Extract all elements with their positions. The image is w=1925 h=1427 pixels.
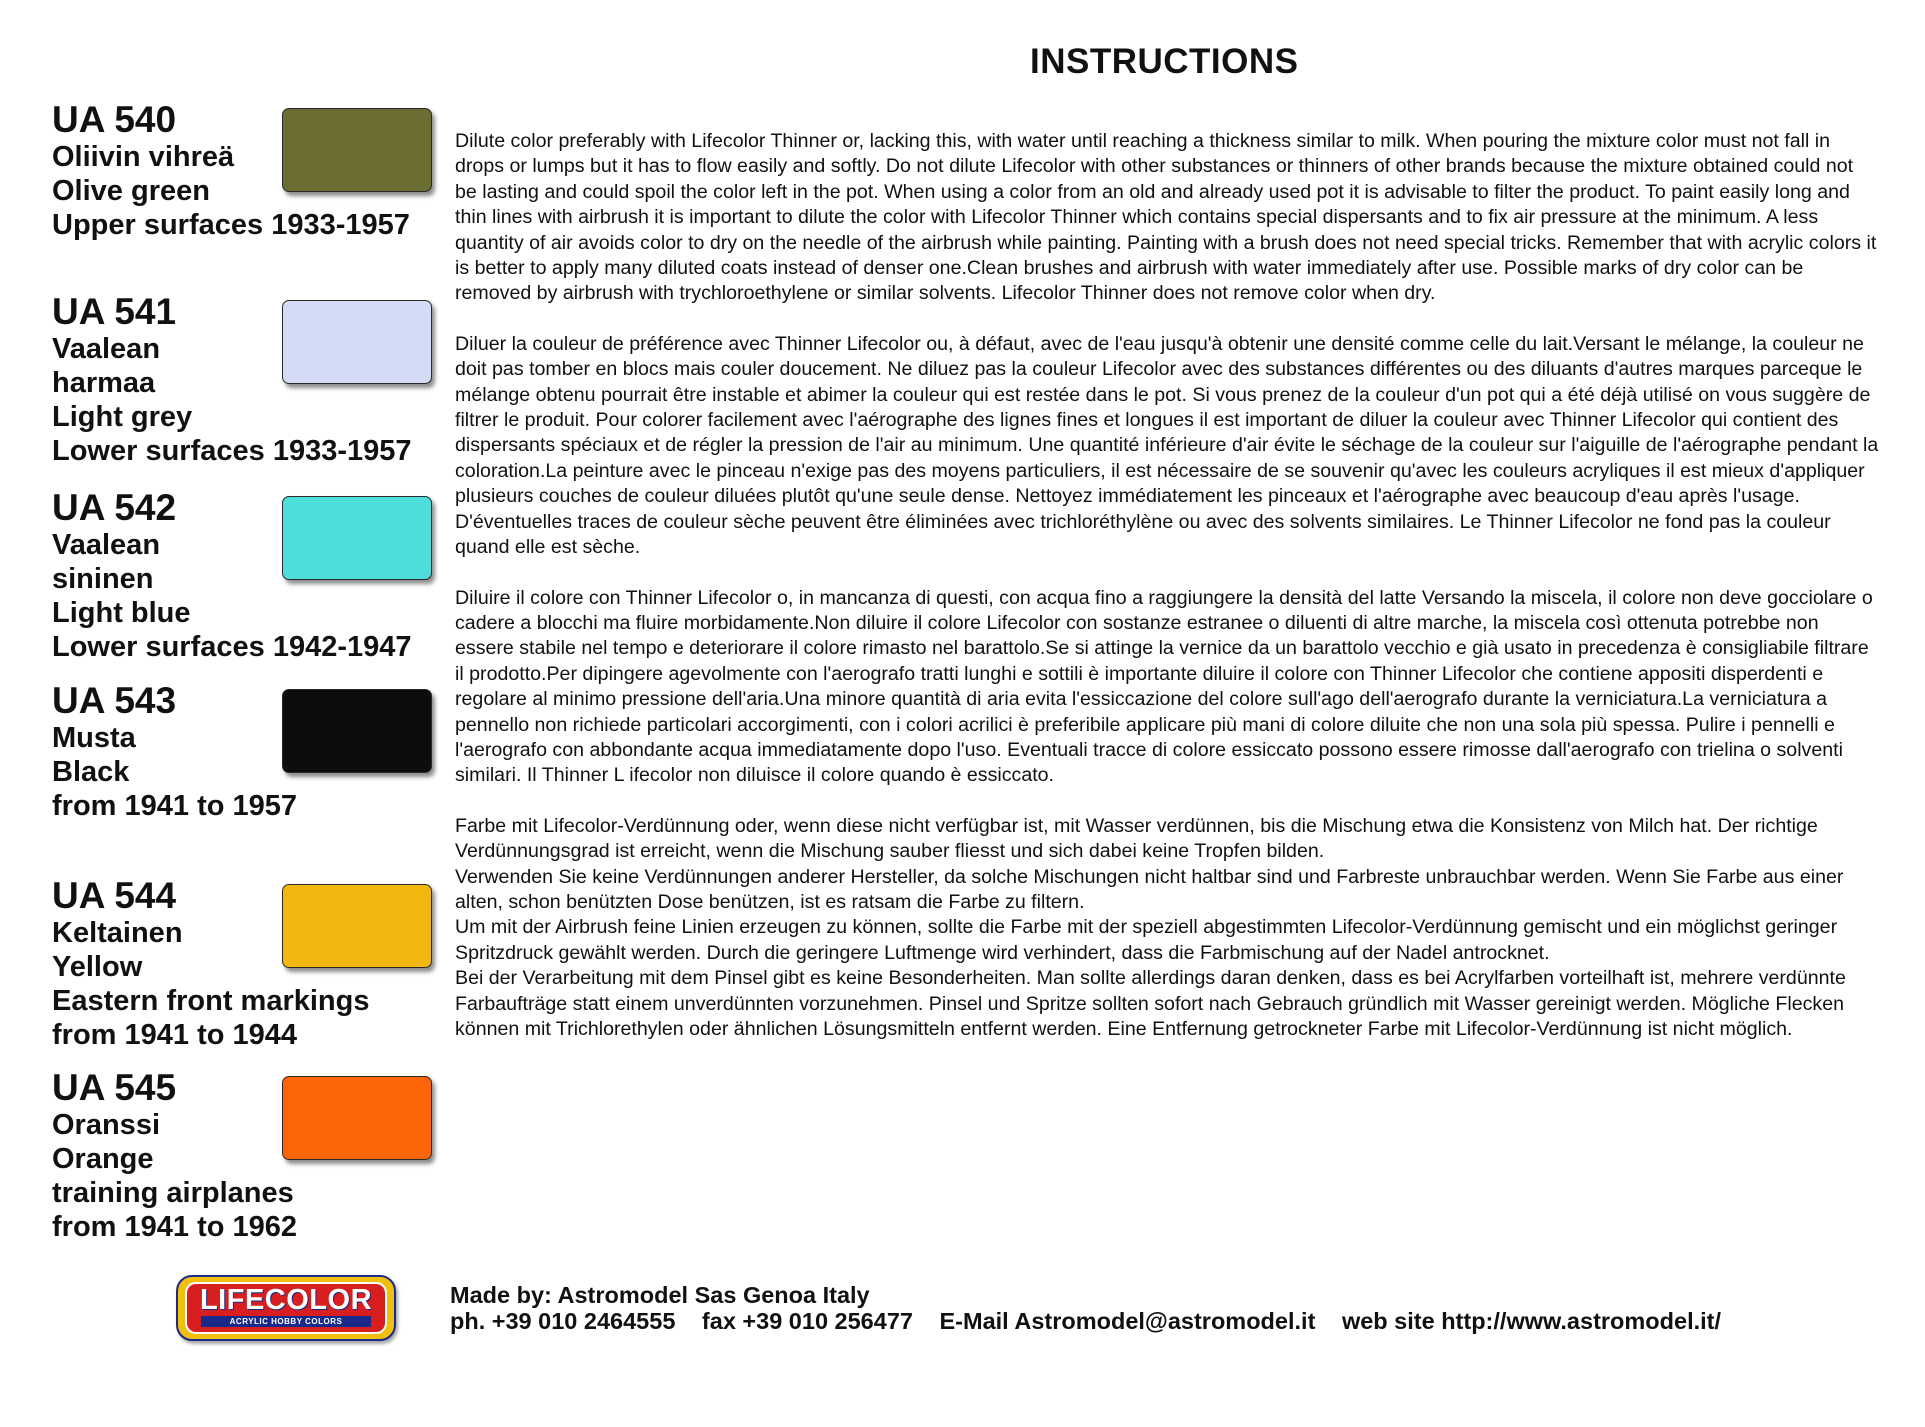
lifecolor-logo: [176, 1275, 396, 1341]
footer-fax: fax +39 010 256477: [701, 1308, 913, 1334]
color-swatch: [282, 108, 432, 192]
instructions-german-2: Verwenden Sie keine Verdünnungen anderer Hersteller, da solche Mischungen nicht haltbar sind und Farbreste unbrauchbar werden. Wenn Sie Farbe aus einer alten, schon benützten Dose benützen, ist es ratsam die Farbe zu filtern.: [455, 865, 1844, 913]
color-entry-ua545: [52, 1068, 442, 1244]
footer-website: web site http://www.astromodel.it/: [1341, 1308, 1722, 1334]
color-name-finnish-2: sininen: [52, 563, 154, 595]
color-name-finnish: Vaalean: [52, 333, 161, 365]
color-name-english: Black: [52, 756, 130, 788]
color-name-finnish: Vaalean: [52, 529, 161, 561]
color-entry-ua541: [52, 292, 442, 468]
footer-contact: [450, 1282, 1741, 1334]
color-name-english: Yellow: [52, 951, 143, 983]
color-entry-ua544: [52, 876, 442, 1052]
color-usage: Lower surfaces 1933-1957: [52, 435, 412, 467]
instructions-english: Dilute color preferably with Lifecolor Thinner or, lacking this, with water until reaching a thickness similar to milk. When pouring the mixture color must not fall in drops or lumps but it has to flow easily and softly. Do not dilute Lifecolor with other substances or thinners of other brands because the mixture obtained could not be lasting and could spoil the color left in the pot. When using a color from an old and already used pot it is advisable to filter the product. To paint easily long and thin lines with airbrush it is important to dilute the color with Lifecolor Thinner which contains special dispersants and to fix air pressure at the minimum. A less quantity of air avoids color to dry on the needle of the airbrush while painting. Painting with a brush does not need special tricks. Remember that with acrylic colors it is better to apply many diluted coats instead of denser one.Clean brushes and airbrush with water immediately after use. Possible marks of dry color can be removed by airbrush with trychloroethylene or similar solvents. Lifecolor Thinner does not remove color when dry.: [455, 130, 1877, 305]
color-code: UA 541: [52, 291, 177, 332]
color-name-finnish: Oliivin vihreä: [52, 141, 235, 173]
instructions-german-4: Bei der Verarbeitung mit dem Pinsel gibt es keine Besonderheiten. Man sollte allerdings daran denken, dass es bei Acrylfarben vorteilhaft ist, mehrere verdünnte Farbaufträge statt einem unverdünnten vorzunehmen. Pinsel und Spritze sollten sofort nach Gebrauch gründlich mit Wasser gereinigt werden. Mögliche Flecken können mit Trichlorethylen oder ähnlichen Lösungsmitteln entfernt werden. Eine Entfernung getrockneter Farbe mit Lifecolor-Verdünnung ist nicht möglich.: [455, 967, 1846, 1040]
color-code: UA 542: [52, 487, 177, 528]
color-entry-ua540: [52, 100, 442, 242]
color-name-finnish: Musta: [52, 722, 136, 754]
footer-contact-line: [450, 1308, 1741, 1334]
footer-email: E-Mail Astromodel@astromodel.it: [939, 1308, 1316, 1334]
page-title: INSTRUCTIONS: [1030, 42, 1299, 81]
footer-phone: ph. +39 010 2464555: [450, 1308, 676, 1334]
logo-tagline: ACRYLIC HOBBY COLORS: [201, 1316, 371, 1327]
color-swatch: [282, 300, 432, 384]
color-name-english: Orange: [52, 1143, 154, 1175]
color-name-english: Light blue: [52, 597, 191, 629]
color-name-finnish: Keltainen: [52, 917, 183, 949]
color-usage: training airplanes: [52, 1177, 294, 1209]
color-name-english: Olive green: [52, 175, 210, 207]
instructions-body: [455, 129, 1880, 1042]
color-usage: Lower surfaces 1942-1947: [52, 631, 412, 663]
color-usage-years: from 1941 to 1962: [52, 1211, 298, 1243]
footer-made-by: Made by: Astromodel Sas Genoa Italy: [450, 1282, 870, 1308]
color-swatch: [282, 689, 432, 773]
color-swatch: [282, 1076, 432, 1160]
logo-badge: [185, 1282, 387, 1334]
color-entry-ua542: [52, 488, 442, 664]
color-name-finnish: Oranssi: [52, 1109, 160, 1141]
color-usage: Upper surfaces 1933-1957: [52, 209, 410, 241]
color-swatch: [282, 496, 432, 580]
color-name-english: Light grey: [52, 401, 193, 433]
logo-wordmark: LIFECOLOR: [199, 1284, 373, 1316]
color-swatch: [282, 884, 432, 968]
color-entry-ua543: [52, 681, 442, 823]
color-usage-years: from 1941 to 1944: [52, 1019, 298, 1051]
color-name-finnish-2: harmaa: [52, 367, 156, 399]
color-usage: from 1941 to 1957: [52, 790, 298, 822]
color-code: UA 544: [52, 875, 177, 916]
color-code: UA 545: [52, 1067, 177, 1108]
color-list: [0, 0, 450, 1300]
instructions-german-1: Farbe mit Lifecolor-Verdünnung oder, wenn diese nicht verfügbar ist, mit Wasser verdünnen, bis die Mischung etwa die Konsistenz von Milch hat. Der richtige Verdünnungsgrad ist erreicht, wenn die Mischung sauber fliesst und sich dabei keine Tropfen bilden.: [455, 814, 1818, 863]
instructions-italian: Diluire il colore con Thinner Lifecolor o, in mancanza di questi, con acqua fino a raggiungere la densità del latte Versando la miscela, il colore non deve gocciolare o cadere a blocchi ma fluire morbidamente.Non diluire il colore Lifecolor con sostanze estranee o diluenti di altre marche, la miscela così ottenuta potrebbe non essere stabile nel tempo e deteriorare il colore rimasto nel barattolo.Se si attinge la vernice da un barattolo vecchio e già usato in precedenza è consigliabile filtrare il prodotto.Per dipingere agevolmente con l'aerografo tratti lunghi e sottili è importante diluire il colore con Thinner Lifecolor che contiene appositi disperdenti e regolare al minimo pressione dell'aria.Una minore quantità di aria evita l'essiccazione del colore sull'ago dell'aerografo durante la verniciatura.La verniciatura a pennello non richiede particolari accorgimenti, con i colori acrilici è preferibile applicare più mani di colore diluite che non una sola più spessa. Pulire i pennelli e l'aerografo con abbondante acqua immediatamente dopo l'uso. Eventuali tracce di colore essiccato possono essere rimosse dall'aerografo con trielina o solventi similari. Il Thinner L ifecolor non diluisce il colore quando è essiccato.: [455, 586, 1873, 787]
color-usage: Eastern front markings: [52, 985, 370, 1017]
color-code: UA 540: [52, 99, 177, 140]
instructions-german-3: Um mit der Airbrush feine Linien erzeugen zu können, sollte die Farbe mit der speziell abgestimmten Lifecolor-Verdünnung gemischt und ein möglichst geringer Spritzdruck gewählt werden. Durch die geringere Luftmenge wird verhindert, dass die Farbmischung auf der Nadel antrocknet.: [455, 916, 1838, 964]
color-code: UA 543: [52, 680, 177, 721]
instructions-french: Diluer la couleur de préférence avec Thinner Lifecolor ou, à défaut, avec de l'eau jusqu'à obtenir une densité comme celle du lait.Versant le mélange, la couleur ne doit pas tomber en blocs mais couler doucement. Ne diluez pas la couleur Lifecolor avec des substances différentes ou des diluants d'autres marques parceque le mélange obtenu pourrait être instable et abimer la couleur qui est restée dans le pot. Si vous prenez de la couleur d'un pot qui a été déjà utilisé on vous suggère de filtrer le produit. Pour colorer facilement avec l'aérographe des lignes fines et longues il est important de diluer la couleur avec Thinner Lifecolor qui contient des dispersants spéciaux et de régler la pression de l'air au minimum. Une quantité inférieure d'air évite le séchage de la couleur sur l'aiguille de l'aérographe pendant la coloration.La peinture avec le pinceau n'exige pas des moyens particuliers, il est nécessaire de se souvenir qu'avec les couleurs acryliques il est mieux d'appliquer plusieurs couches de couleur diluées plutôt qu'une seule dense. Nettoyez immédiatement les pinceaux et l'aérographe avec beaucoup d'eau après l'usage. D'éventuelles traces de couleur sèche peuvent être éliminées avec trichloréthylène ou avec des solvents similaires. Le Thinner Lifecolor ne fond pas la couleur quand elle est sèche.: [455, 332, 1879, 559]
